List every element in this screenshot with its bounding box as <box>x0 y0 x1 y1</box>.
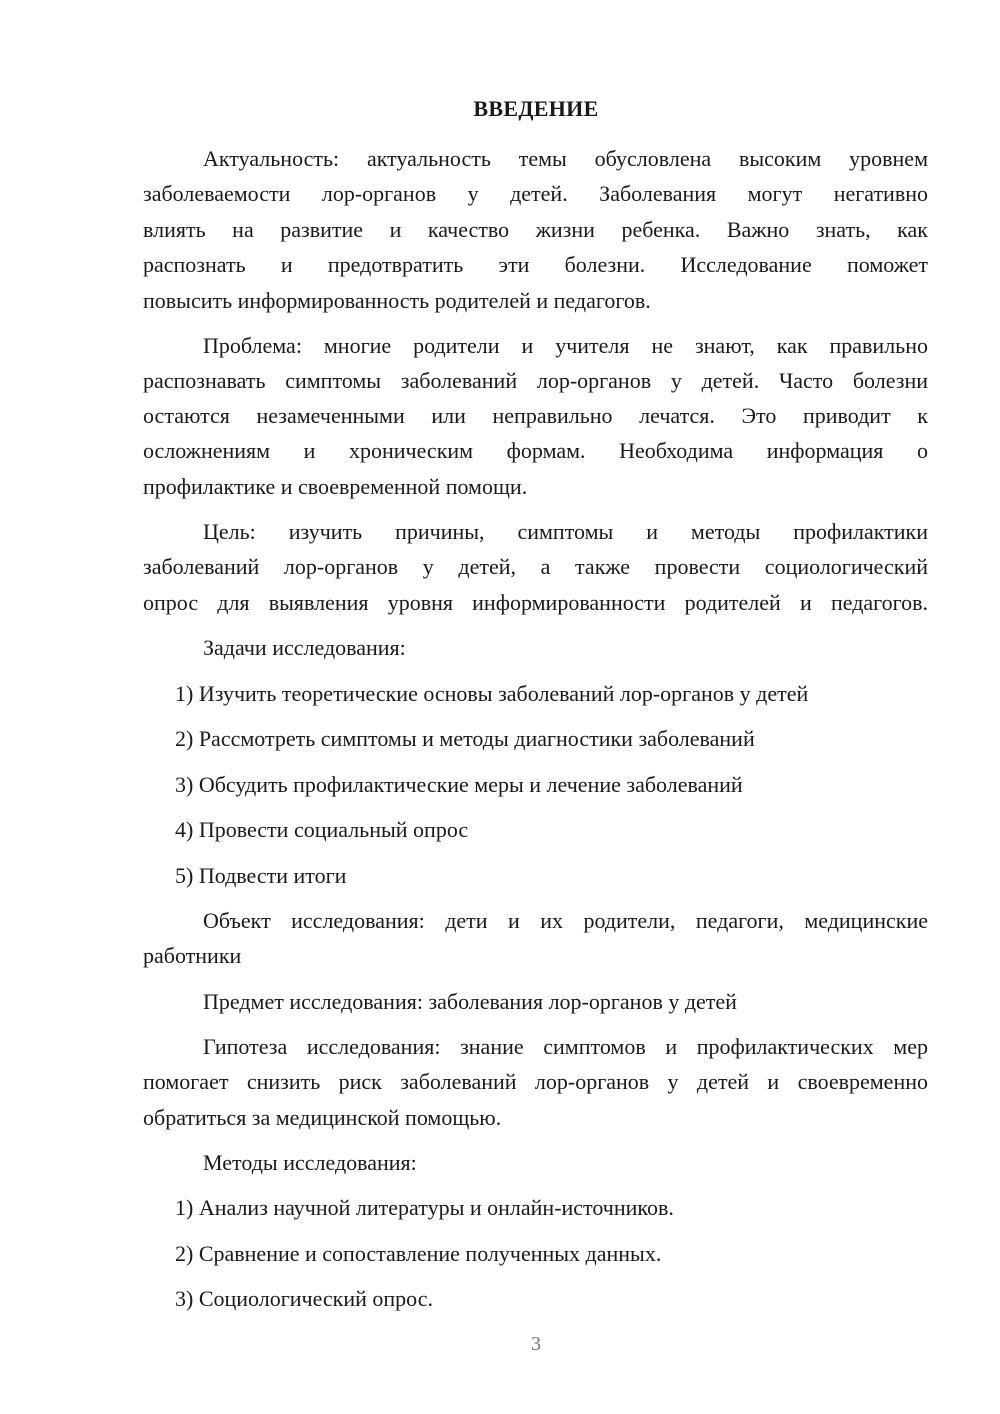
hypothesis-line: обратиться за медицинской помощью. <box>143 1105 502 1130</box>
relevance-line: Актуальность: актуальность темы обусловлена высоким уровнем <box>203 146 928 171</box>
object-line: Объект исследования: дети и их родители, педагоги, медицинские <box>203 908 928 933</box>
task-item: 1) Изучить теоретические основы заболеваний лор-органов у детей <box>175 681 809 706</box>
relevance-line: влиять на развитие и качество жизни ребенка. Важно знать, как <box>143 217 928 242</box>
problem-line: остаются незамеченными или неправильно лечатся. Это приводит к <box>143 403 928 428</box>
page-title: ВВЕДЕНИЕ <box>473 96 599 121</box>
method-item: 1) Анализ научной литературы и онлайн-источников. <box>175 1195 674 1220</box>
tasks-heading: Задачи исследования: <box>203 635 406 660</box>
page-number: 3 <box>531 1333 541 1355</box>
task-item: 5) Подвести итоги <box>175 863 347 888</box>
subject-line: Предмет исследования: заболевания лор-органов у детей <box>203 989 737 1014</box>
relevance-line: распознать и предотвратить эти болезни. Исследование поможет <box>143 252 928 277</box>
task-item: 3) Обсудить профилактические меры и лечение заболеваний <box>175 772 743 797</box>
goal-line: опрос для выявления уровня информированности родителей и педагогов. <box>143 590 928 615</box>
methods-heading: Методы исследования: <box>203 1150 417 1175</box>
problem-line: осложнениям и хроническим формам. Необходима информация о <box>143 438 928 463</box>
goal-line: Цель: изучить причины, симптомы и методы профилактики <box>203 519 928 544</box>
object-line: работники <box>143 943 242 968</box>
relevance-line: повысить информированность родителей и педагогов. <box>143 288 651 313</box>
hypothesis-line: помогает снизить риск заболеваний лор-органов у детей и своевременно <box>143 1069 928 1094</box>
goal-line: заболеваний лор-органов у детей, а также провести социологический <box>143 554 928 579</box>
problem-line: профилактике и своевременной помощи. <box>143 474 528 499</box>
task-item: 4) Провести социальный опрос <box>175 817 469 842</box>
method-item: 3) Социологический опрос. <box>175 1286 433 1311</box>
relevance-line: заболеваемости лор-органов у детей. Заболевания могут негативно <box>143 181 928 206</box>
problem-line: распознавать симптомы заболеваний лор-органов у детей. Часто болезни <box>143 368 928 393</box>
hypothesis-line: Гипотеза исследования: знание симптомов и профилактических мер <box>203 1034 928 1059</box>
problem-line: Проблема: многие родители и учителя не знают, как правильно <box>203 333 928 358</box>
task-item: 2) Рассмотреть симптомы и методы диагностики заболеваний <box>175 726 755 751</box>
method-item: 2) Сравнение и сопоставление полученных данных. <box>175 1241 662 1266</box>
